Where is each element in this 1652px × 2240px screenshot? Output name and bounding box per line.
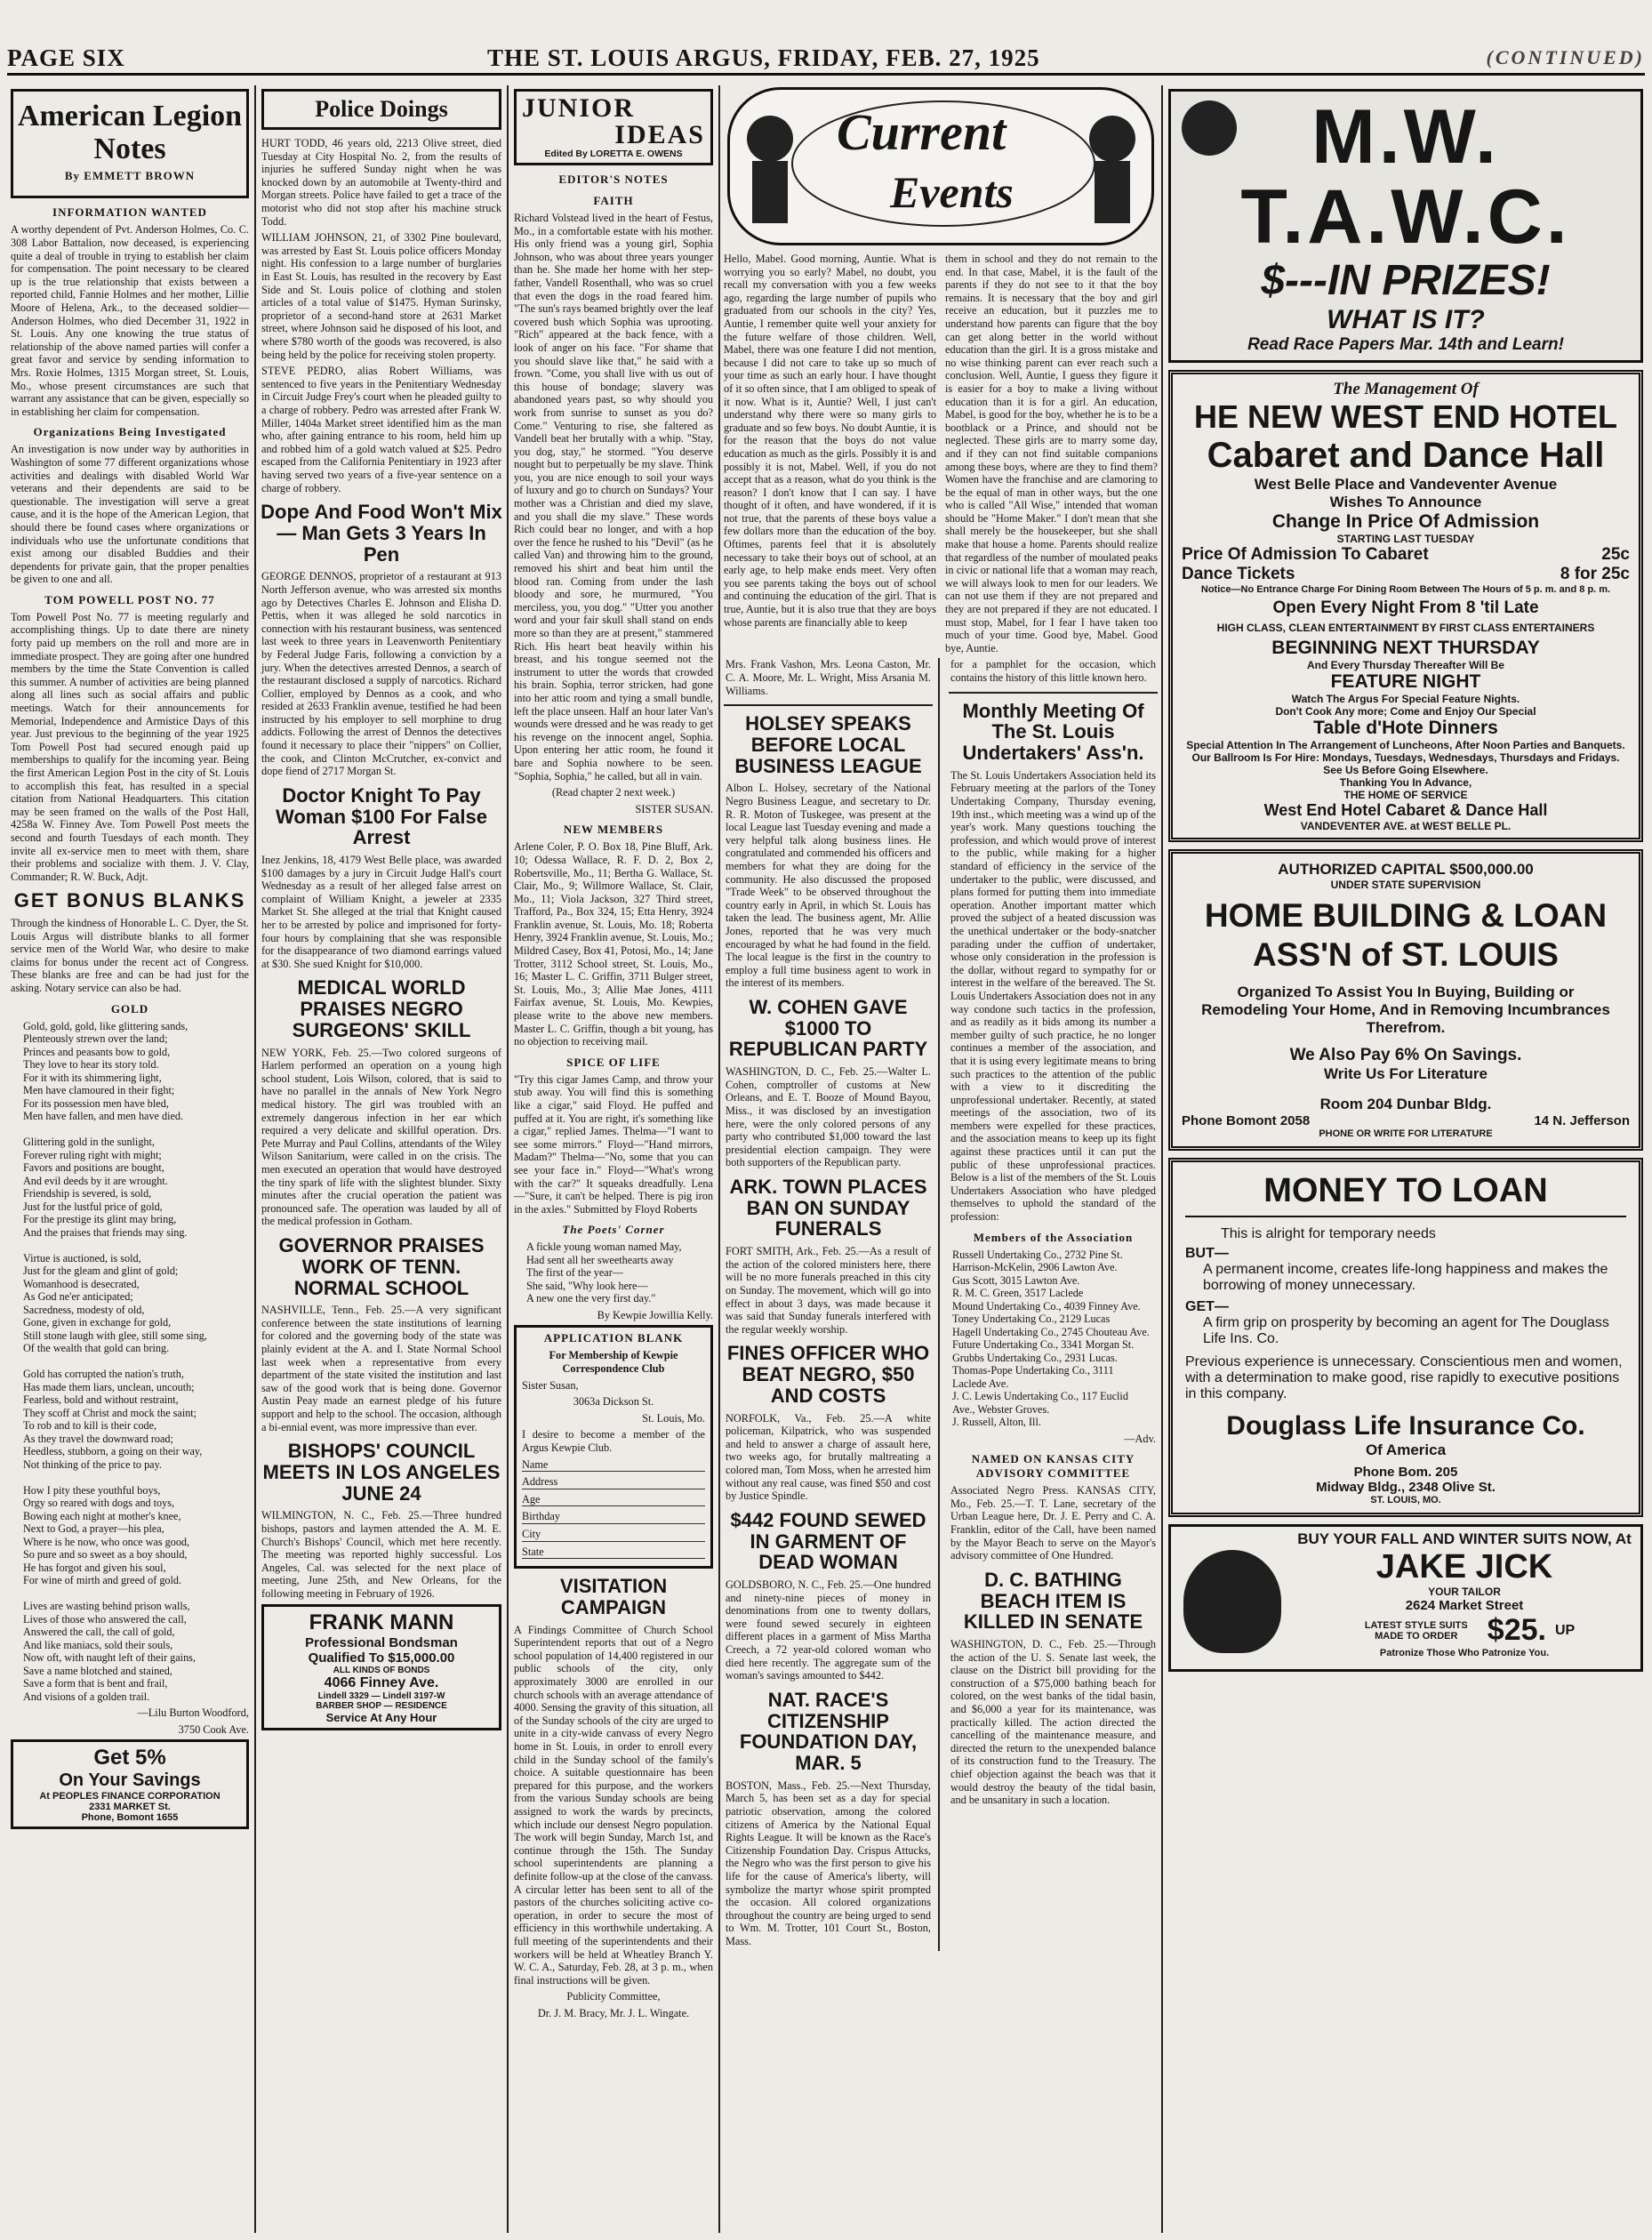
gold-head: GOLD: [110, 1001, 149, 1016]
police-body-1: HURT TODD, 46 years old, 2213 Olive street, died Tuesday at City Hospital No. 2, from the results of injuries he suffered Sunday night when he was knocked down by an automobile at Twenty-third and Morgan streets. Police have failed to get a trace of the motorist who did not stop after his machine struck Todd.: [261, 137, 501, 228]
hotel-feature: FEATURE NIGHT: [1330, 671, 1481, 692]
mwtawc-ad: [1168, 89, 1643, 363]
column-1: [9, 85, 251, 2233]
column-6-ads: [1167, 85, 1645, 2233]
mann-ad-line4: ALL KINDS OF BONDS: [333, 1665, 430, 1675]
loan-pay: We Also Pay 6% On Savings.: [1289, 1046, 1522, 1064]
money-to-loan-ad: [1168, 1158, 1643, 1517]
org-head: Organizations Being Investigated: [33, 425, 227, 439]
jack-tailor: YOUR TAILOR: [1428, 1586, 1501, 1598]
money-company: Douglass Life Insurance Co.: [1226, 1411, 1585, 1441]
money-of: Of America: [1365, 1441, 1447, 1458]
newspaper-title: THE ST. LOUIS ARGUS, FRIDAY, FEB. 27, 1925: [487, 44, 1040, 71]
hotel-high-class: HIGH CLASS, CLEAN ENTERTAINMENT BY FIRST CLASS ENTERTAINERS: [1216, 622, 1595, 634]
money-but: BUT—: [1185, 1246, 1229, 1261]
poets-poem: A fickle young woman named May, Had sent all her sweethearts away The first of the year— She said, "Why look here— A new one the very first day.": [526, 1240, 682, 1305]
undertakers-head: Monthly Meeting Of The St. Louis Undertakers' Ass'n.: [962, 699, 1144, 765]
hotel-price2-label: Dance Tickets: [1182, 565, 1295, 583]
found-body: GOLDSBORO, N. C., Feb. 25.—One hundred and ninety-nine pieces of money in denominations from one to twenty dollars, were found sewed securely in eighteen different places in a garment of Miss Martha Creech, a 72 year-old colored woman who died here recently. The aggregate sum of the woman's savings amounted to $442.: [726, 1578, 931, 1682]
mann-ad-line3: Qualified To $15,000.00: [308, 1650, 455, 1666]
events-word-2: Events: [890, 167, 1014, 217]
hotel-signature: West End Hotel Cabaret & Dance Hall: [1263, 801, 1548, 819]
mann-ad-line5: 4066 Finney Ave.: [324, 1674, 439, 1690]
members-adv: —Adv.: [1124, 1432, 1156, 1445]
kc-head: NAMED ON KANSAS CITY ADVISORY COMMITTEE: [971, 1452, 1135, 1481]
dialog-left: Hello, Mabel. Good morning, Auntie. What is worrying you so early? Mabel, no doubt, you recall my conversation with you a few weeks ago, regarding the large number of pupils who graduated from our schools in the city? Yes, Auntie, I remember quite well your anxiety for the future welfare of those children. Well, Mabel, there was one feature I did not mention, because I did not care to take up so much of your time as such an early hour. I have thought of it so often since, that I am obliged to speak of it now. What is it, Auntie? Well, I just can't understand why there were so many girls to graduate and so few boys. No doubt Auntie, it is for the reason that the boys do not value education as much as the girls. Possibly it is and possibly it is not, Mabel. Well, if you do not accept that as a reason, what do you think is the reason? I don't know that I can say. I have thought of it often, and have wondered, if it is not true, that the parents of these boys value a few dollars more than the education of the boy. Oftimes, parents feel that it is absolutely necessary to take their boys out of school, at an early age, to help make ends meet. Very often you see parents taking the boys out of school and continuing the education of the girl. That is true, Auntie, but it is also true that they are boys whose parents are financially able to keep: [724, 253, 936, 629]
hotel-price1-value: 25c: [1601, 545, 1630, 564]
column-rule: [718, 85, 720, 2233]
hotel-home: THE HOME OF SERVICE: [1343, 789, 1468, 801]
peoples-ad-line2: On Your Savings: [59, 1770, 201, 1791]
divider: [949, 692, 1158, 694]
mann-ad-line6: Lindell 3329 — Lindell 3197-W: [317, 1690, 445, 1701]
hotel-notice: Notice—No Entrance Charge For Dining Room Between The Hours of 5 p. m. and 8 p. m.: [1200, 584, 1611, 595]
prizes-line: $---IN PRIZES!: [1261, 257, 1551, 304]
faith-body: Richard Volstead lived in the heart of Festus, Mo., in a comfortable estate with his mother. His only friend was a young girl, Sophia Johnson, who was about three years younger than he. She made her home with her step-father, Vandell Rosenthall, who was so cruel that even the dogs in the road feared him. "The sun's rays beamed brightly over the leaf covered bush which Sophia was uprooting. "Rich" appeared at the back fence, with a look of anger on his face. "For shame that you should slave like that," he said with a frown. "Come, you shall live with us out of this house of bondage; slavery was abandoned years past, so why should you work from sunrise to sunset as you do? Come." Venturing to rise, she faltered as Vandell beat her brutally with a whip. "Stay, you dog, stay," he stormed. "You deserve nought but to perpetually be my slave. Think you, you are nice enough to soil your ways of luxury and go to church on Sundays? Your mother was a Christian and died my slave, and you shall die my slave." These words Rich could bear no longer, and with a hop over the fence he rushed to his "Devil" (as he called Van) and throwing him to the ground, removed his shirt and beat him until the blood ran. Coming from under the lash bloody and sore, he murmured, "You merciless, you, you dog." "Utter you another word and your fair skull shall stand on ends more so than they are at present," stammered Rich. His heart beat heavily within his breast, and his tongue seemed not the instrument to utter the words that crowded his brain. Sophia, terror stricken, had gone into her attic room and tying a small bundle, left the place unseen. Half an hour later Van's wounds were dressed and he was ready to get his revenge on the innocent angel, Sophia. Upon entering her attic room, he found it bare and Sophia nowhere to be seen. "Sophia, Sophia," he called, but all in vain.: [514, 212, 714, 783]
loan-write: Write Us For Literature: [1324, 1065, 1488, 1082]
hotel-open: Open Every Night From 8 'til Late: [1272, 598, 1539, 617]
poets-signature: By Kewpie Jowillia Kelly.: [597, 1308, 713, 1321]
junior-ideas-box: [514, 89, 713, 165]
bonus-body: Through the kindness of Honorable L. C. Dyer, the St. Louis Argus will distribute blanks to all former service men of the World War, who desire to make claims for bonus under the recent act of Congress. These blanks are free and can be had just for the asking. Notary service can also be had.: [11, 917, 249, 995]
kc-body: Associated Negro Press. KANSAS CITY, Mo., Feb. 25.—T. T. Lane, secretary of the Urban League here, Dr. J. E. Perry and C. A. Franklin, editor of the Call, have been named by the Mayor Beach to serve on the Mayor's advisory committee of One Hundred.: [950, 1484, 1156, 1562]
app-line: I desire to become a member of the Argus Kewpie Club.: [522, 1428, 705, 1454]
money-alright: This is alright for temporary needs: [1221, 1226, 1436, 1241]
cohen-body: WASHINGTON, D. C., Feb. 25.—Walter L. Cohen, comptroller of customs at New Orleans, and E. T. Booze of Mound Bayou, Miss., it was disclosed by an investigation here, were the only colored persons of any party who contributed $1,000 toward the last presidential election campaign. They were both supporters of the Republican party.: [726, 1065, 931, 1169]
loan-address: 14 N. Jefferson: [1534, 1113, 1630, 1128]
faith-signature: SISTER SUSAN.: [635, 802, 713, 815]
hotel-ballroom: Our Ballroom Is For Hire: Mondays, Tuesdays, Wednesdays, Thursdays and Fridays. See Us Before Going Elsewhere.: [1191, 751, 1620, 776]
knight-body: Inez Jenkins, 18, 4179 West Belle place, was awarded $100 damages by a jury in Circuit Judge Hall's court Wednesday as a result of her alleged false arrest on complaint of William Knight, a jeweler at 2335 Market St. She alleged at the trial that Knight caused her to be arrested by police and imprisoned for forty-four hours by complaining that she was responsible for the disappearance of two diamond earrings valued at $30. She sued Knight for $10,000.: [261, 854, 501, 970]
jack-name: JAKE JICK: [1375, 1548, 1553, 1586]
beach-body: WASHINGTON, D. C., Feb. 25.—Through the action of the U. S. Senate last week, the clause on the District bill providing for the construction of a $75,000 bathing beach for colored, on the west banks of the tidal basin, and $6,000 a year for its maintenance, was practically killed. The action directed the cancelling of the maintenance measure, and directed the return to the unexpended balance of its construction fund to the Treasury. The chief objection against the beach was that it would destroy the beauty of the tidal basin, and be unsanitary in such a location.: [950, 1638, 1156, 1807]
hotel-thanks: Thanking You In Advance,: [1339, 776, 1472, 789]
mwtawc-line1: M.W.: [1311, 94, 1500, 180]
column-3: [512, 85, 715, 2233]
gold-address: 3750 Cook Ave.: [178, 1722, 249, 1736]
loan-name-1: HOME BUILDING & LOAN: [1204, 897, 1608, 934]
wanted-head: INFORMATION WANTED: [52, 205, 207, 220]
globe-icon: [1182, 100, 1237, 156]
peoples-ad-line4: 2331 MARKET St.: [89, 1802, 171, 1813]
readrace-line: Read Race Papers Mar. 14th and Learn!: [1247, 335, 1564, 354]
police-body-3: STEVE PEDRO, alias Robert Williams, was sentenced to five years in the Penitentiary Wednesday in Circuit Judge Frey's court when he pleaded guilty to a charge of robbery. Pedro was arrested after Frank W. Miller, 1404a Market street identified him as the man who, after gaining entrance to his room, held him up and robbed him of a gold watch valued at $25. Pedro escaped from the California Penitentiary in 1923 after having served two years of a five-year sentence on a charge of robbery.: [261, 365, 501, 494]
hotel-watch: Watch The Argus For Special Feature Nights.: [1291, 693, 1520, 705]
hotel-price2-value: 8 for 25c: [1560, 565, 1630, 583]
peoples-ad-line5: Phone, Bomont 1655: [81, 1812, 179, 1824]
application-blank: [514, 1325, 713, 1569]
col5-lower: [949, 658, 1158, 1951]
members-head: Members of the Association: [973, 1230, 1134, 1244]
poets-head: The Poets' Corner: [562, 1223, 665, 1237]
ark-body: FORT SMITH, Ark., Feb. 25.—As a result of the action of the colored ministers here, there will be no more funerals preached in this city on Sunday. The movement, which will go into effect in about 3 days, was made because it was said that Sunday funerals interfered with the regular weekly worship.: [726, 1245, 931, 1336]
jack-patron: Patronize Those Who Patronize You.: [1379, 1648, 1550, 1658]
visitation-sign2: Dr. J. M. Bracy, Mr. J. L. Wingate.: [537, 2006, 690, 2019]
jack-latest: LATEST STYLE SUITS MADE TO ORDER: [1364, 1619, 1468, 1642]
editors-notes-head: EDITOR'S NOTES: [558, 173, 669, 186]
hotel-change: Change In Price Of Admission: [1271, 511, 1540, 532]
column-rule: [507, 85, 509, 2233]
new-members-body: Arlene Coler, P. O. Box 18, Pine Bluff, Ark. 10; Odessa Wallace, R. F. D. 2, Box 2, Robertsville, Mo., 11; Bertha G. Wallace, St. Clair, Mo., 9; Willmore Wallace, St. Clair, Mo., 11; Viola Jackson, 327 Third street, Trafford, Pa., Box 324, 15; Etta Henry, 3924 Franklin avenue, St. Louis, Mo. 18; Roberta Henry, 3924 Franklin avenue, St. Louis, Mo.; Mildred Casey, Box 41, Potosi, Mo., 14; Jane Trotter, 3112 School street, St. Louis, Mo., 16; Master L. C. Griffin, 3711 Bulger street, St. Louis, Mo., 3; Allie Mae Jones, 4111 Fairfax avenue, St. Louis, Mo. Kewpies, please write to the above new members. Master L. C. Griffin, though a bit young, has no objection to receiving mail.: [514, 840, 713, 1048]
money-get: GET—: [1185, 1299, 1229, 1314]
jack-buy: BUY YOUR FALL AND WINTER SUITS NOW, At: [1297, 1530, 1632, 1547]
fines-head: FINES OFFICER WHO BEAT NEGRO, $50 AND COSTS: [726, 1342, 930, 1407]
app-field-state[interactable]: State: [522, 1546, 705, 1560]
column-rule: [254, 85, 256, 2233]
org-body: An investigation is now under way by authorities in Washington of some 77 different organizations whose activities and dealings with disabled World War veterans and their dependents are said to be questionable. The investigation will serve a great cause, and it is the hope of the American Legion, that should there be found cases where organizations or individuals who use the unfortunate conditions that exist among our disabled Buddies and their dependents for private gain, that the proper penalties be given to one and all.: [11, 443, 249, 586]
undertakers-body: The St. Louis Undertakers Association held its February meeting at the parlors of the Toney Undertaking Company, Thursday evening, 19th inst., which meeting was a wind up of the year's work. Many questions touching the profession, and which would prove of interest to the public, while making for a higher standard of efficiency in the service of the undertaker to the public, were discussed, and plans formed for putting them into immediate operation. Another important matter which proved the subject of a heated discussion was the unethical undertaker or the body-snatcher parading under the cuffion of undertaker, whose only consideration in the profession is the dollar, without regard to sympathy for or interest in the welfare of the bereaved. The St. Louis Undertakers Association does not in any way condone such tactics in the profession, and as readily as it bids among its number a member guilty of such practice, he no longer continues a member of the association, and that it is using every legitimate means to bring such practices to the attention of the public with a view to it discrediting the unprofessional undertaker. Recently, at stated meetings of the association, two of its members were expelled for these practices, and the association means to keep up its fight against these practices until it can put the public of these unprofessional practices. Below is a list of the members of the St. Louis Undertakers Association who have pledged themselves to uphold the standard of the profession:: [950, 768, 1156, 1224]
loan-organized: Organized To Assist You In Buying, Building or Remodeling Your Home, And in Removing Incumbrances Therefrom.: [1201, 984, 1610, 1036]
tailor-portrait-icon: [1183, 1550, 1281, 1653]
faith-continued: (Read chapter 2 next week.): [551, 786, 676, 799]
pamphlet-names: Mrs. Frank Vashon, Mrs. Leona Caston, Mr. C. A. Moore, Mr. L. Wright, Miss Arsania M. Williams.: [726, 658, 931, 697]
hotel-name: HE NEW WEST END HOTEL: [1194, 398, 1617, 435]
police-head: Police Doings: [315, 96, 448, 122]
jack-price-row: [1295, 1613, 1633, 1648]
legion-box: [11, 89, 249, 198]
spice-head: SPICE OF LIFE: [566, 1055, 661, 1069]
col4-lower: [724, 658, 940, 1951]
mann-ad-line2: Professional Bondsman: [305, 1634, 458, 1650]
page-number: PAGE SIX: [7, 44, 125, 71]
holsey-body: Albon L. Holsey, secretary of the National Negro Business League, and secretary to Dr. R. R. Moton of Tuskegee, was present at the local League last Tuesday evening and made a very helpful talk along business lines. He congratulated and commended his officers and members for what they are doing for the community. He also discussed the proposed "Trade Week" to be observed throughout the country early in April, in which St. Louis has taken the lead. The business agent, Mr. Allie Jones, reported that he was very much encouraged by what he had found in the field. The local league is the first in the country to employ a full time business agent to work in the interest of its members.: [726, 782, 931, 990]
column-2: [260, 85, 503, 2233]
west-end-hotel-ad: [1168, 370, 1643, 842]
governor-body: NASHVILLE, Tenn., Feb. 25.—A very significant conference between the state institutions of learning for colored and the governing body of the state was plainly evident at the A. and I. State Normal School last week when a representative from every department of the state visited the institution and last saw of the good work that is being done. Governor Austin Peay made an earnest pledge of his future support and help to the school. The occasion, although a bi-ennial event, was more impressive than ever.: [261, 1304, 501, 1433]
found-head: $442 FOUND SEWED IN GARMENT OF DEAD WOMAN: [730, 1508, 926, 1574]
hotel-every: And Every Thursday Thereafter Will Be: [1307, 659, 1504, 671]
money-phone: Phone Bom. 205: [1353, 1465, 1458, 1480]
loan-phone: Phone Bomont 2058: [1182, 1113, 1311, 1128]
hotel-addr: West Belle Place and Vandeventer Avenue: [1254, 476, 1558, 493]
app-head: APPLICATION BLANK: [543, 1331, 684, 1345]
nat-body: BOSTON, Mass., Feb. 25.—Next Thursday, March 5, has been set as a day for special patriotic observation, among the colored citizens of America by the National Equal Rights League. It will be known as the Race's Citizenship Foundation Day. Crispus Attucks, the Negro who was the first person to give his life for the cause of America's liberty, will symbolize the martyr whose spirit prompted the occasion. All colored organizations throughout the country are being urged to send to Wm. M. Trotter, 101 Court St., Boston, Mass.: [726, 1778, 931, 1947]
money-address: Midway Bldg., 2348 Olive St.: [1316, 1480, 1496, 1495]
gold-poem: Gold, gold, gold, like glittering sands, Plenteously strewn over the land; Princes and peasants bow to gold, They love to hear its story told. For it with its shimmering light, Men have clamoured in their fight; For its possession men have bled, Men have fallen, and men have died. Glittering gold in the sunlight, Forever ruling right with might; Favors and positions are bought, And evil deeds by it are wrought. Friendship is severed, is sold, Just for the lustful price of gold, For the prestige its glint may bring, And the praises that friends may sing. Virtue is auctioned, is sold, Just for the gleam and glint of gold; Womanhood is desecrated, As God ne'er anticipated; Sacredness, modesty of old, Gone, given in exchange for gold, Still stone laugh with glee, still some sing, Of the wealth that gold can bring. Gold has corrupted the nation's truth, Has made them liars, unclean, uncouth; Fearless, bold and without restraint, They scoff at Christ and mock the saint; To rob and to kill is their code, As they travel the downward road; Heedless, stubborn, a going on their way, Not thinking of the price to pay. How I pity these youthful boys, Orgy so reared with dogs and toys, Bowing each night at mother's knee, Next to God, a prayer—his plea, Where is he now, who once was good, So pure and so sweet as a boy should, He has forgot and given his soul, For wine of mirth and greed of gold. Lives are wasting behind prison walls, Lives of those who answered the call, Answered the call, the call of gold, And like maniacs, sold their souls, Now oft, with naught left of their gains, Save a name blotched and stained, Save a form that is bent and frail, And visions of a golden trail.: [23, 1019, 207, 1703]
visitation-body: A Findings Committee of Church School Superintendent reports that out of a Negro school population of 14,400 registered in our public schools of the city, only approximately 3000 are enrolled in our church schools with an average attendance of 4000. Sensing the gravity of this situation, all of the Sunday schools of the city are urged to unite in a city-wide canvass of every Negro home in St. Louis, in order to enroll every child in the Sunday school of the family's choice. A suitable questionnaire has been prepared for this purpose, and the workers from the various Sunday schools are being assigned to work the wards by precincts, which include our densest Negro population. The work will begin Sunday, March 1st, and continue through the 15th. The Sunday school superintendents are planning a definite follow-up at the close of the canvass. A circular letter has been sent to all of the pastors of the churches soliciting active co-operation, in order to secure the most of efficiency in this worthwhile undertaking. A full meeting of the superintendents and their workers will be held at Wheatley Branch Y. W. C. A., Saturday, Feb. 28, at 3 p. m., when final instructions will be given.: [514, 1623, 713, 1987]
wanted-body: A worthy dependent of Pvt. Anderson Holmes, Co. C. 308 Labor Battalion, now deceased, is experiencing quite a deal of trouble in trying to establish her claim for compensation. The point necessary to be cleared up is the true relationship that exists between a reported child, Fannie Holmes and her mother, Lillie Moore of Helena, Ark., to the deceased soldier—Anderson Holmes, who died December 31, 1922 in St. Louis. Any one knowing the true status of relationship of the above named parties will confer a great favor and service by sending information to Mrs. Roxie Holmes, 1315 Morgan street, St. Louis, Mo., whose present circumstances are such that warrant any assistance that can be given, especially so in establishing her claim for compensation.: [11, 223, 249, 418]
money-permanent: A permanent income, creates life-long happiness and makes the borrowing of money unnecessary.: [1203, 1262, 1608, 1293]
continued-label: (CONTINUED): [1486, 46, 1645, 68]
bishops-head: BISHOPS' COUNCIL MEETS IN LOS ANGELES JUNE 24: [262, 1440, 501, 1505]
money-head: MONEY TO LOAN: [1185, 1169, 1626, 1217]
loan-name-2: ASS'N of ST. LOUIS: [1253, 936, 1559, 973]
beach-head: D. C. BATHING BEACH ITEM IS KILLED IN SENATE: [963, 1568, 1143, 1634]
jake-jick-ad: [1168, 1524, 1643, 1672]
app-addr1: 3063a Dickson St.: [573, 1395, 654, 1409]
peoples-ad-line3: At PEOPLES FINANCE CORPORATION: [39, 1791, 221, 1802]
medical-head: MEDICAL WORLD PRAISES NEGRO SURGEONS' SKILL: [292, 976, 471, 1041]
ideas-title: IDEAS: [614, 120, 705, 149]
hotel-price-row-2: [1182, 565, 1630, 584]
visitation-sign1: Publicity Committee,: [566, 1990, 661, 2003]
hotel-price1-label: Price Of Admission To Cabaret: [1182, 545, 1429, 564]
dialog-section: [724, 253, 1158, 654]
hotel-cabaret: Cabaret and Dance Hall: [1207, 436, 1605, 475]
legion-title: American Legion Notes: [17, 100, 243, 165]
spice-body: "Try this cigar James Camp, and throw your stub away. You will find this is something like a cigar," said Floyd. He puffed and puffed at it. You are right, it's something like a cigar," replied James. Thelma—"I want to see some mirrors." Floyd—"Hand mirrors, Madam?" Thelma—"No, some that you can see your face in." Floyd—"What's wrong with the car?" It squeaks dreadfully. Lena—"Sure, it can't be helped. There is pig iron in the axles." Submitted by Floyd Roberts: [514, 1072, 713, 1216]
hotel-price-row-1: [1182, 545, 1630, 565]
app-field-birthday[interactable]: Birthday: [522, 1510, 705, 1524]
loan-phone-write: PHONE OR WRITE FOR LITERATURE: [1319, 1128, 1493, 1139]
app-addr2: St. Louis, Mo.: [642, 1411, 705, 1425]
whatisit-line: WHAT IS IT?: [1327, 305, 1485, 334]
visitation-head: VISITATION CAMPAIGN: [559, 1575, 668, 1618]
hotel-mgmt: The Management Of: [1333, 380, 1479, 398]
dialog-right: them in school and they do not remain to the end. In that case, Mabel, it is the fault of the parents if they do not see to it that the boy remains. It is necessary that the boy and girl receive an education, but it puzzles me to understand how parents can figure that the boy can get along better in the world without education than the girl. It is a gross mistake and no wise thinking parent can ever reach such a conclusion. Well, Auntie, I guess they figure it is easier for a boy to make a living without education than it is for a girl. An education, Mabel, is good for the boy, whether he is to be a bootblack or a Prince, and should not be neglected. These girls are to marry some day, and if they can not find suitable companions among these boys, where are they to find them? Women have the franchise and are clamoring to be the equal of man in other ways, but the one who is called "All Wise," intended that woman should be "Home Maker." I don't mean that she shall merely be the housekeeper, but she shall make that house a home. Parents should realize that regardless of the number of moulated peaks in civic or national life that a woman may reach, we will always look to men for our leaders. We can not use them if they are not prepared and they are not prepared if they are not educated. I must stop, Mabel, for I fear I have taken too much of your time. Good bye, Mabel. Good bye, Auntie.: [945, 253, 1158, 654]
new-members-head: NEW MEMBERS: [563, 823, 664, 837]
hotel-begin: BEGINNING NEXT THURSDAY: [1271, 638, 1540, 658]
junior-title: JUNIOR: [522, 93, 636, 123]
jack-price-up: UP: [1554, 1622, 1576, 1638]
dope-head: Dope And Food Won't Mix — Man Gets 3 Years In Pen: [261, 501, 502, 566]
jake-jick-text: [1295, 1530, 1633, 1658]
governor-head: GOVERNOR PRAISES WORK OF TENN. NORMAL SCHOOL: [278, 1234, 485, 1299]
fines-body: NORFOLK, Va., Feb. 25.—A white policeman, Kilpatrick, who was suspended and held to answer a charge of assault here, two weeks ago, for brutally maltreating a colored man, Tom Moss, when he arrested him without any real cause, was fined $50 and cost by Justice Spindle.: [726, 1411, 931, 1503]
home-building-loan-ad: [1168, 849, 1643, 1151]
masthead: [7, 43, 1645, 76]
hotel-start: STARTING LAST TUESDAY: [1336, 533, 1475, 545]
members-list: Russell Undertaking Co., 2732 Pine St. Harrison-McKelin, 2906 Lawton Ave. Gus Scott, 3015 Lawton Ave. R. M. C. Green, 3517 Laclede Mound Undertaking Co., 4039 Finney Ave. Toney Undertaking Co., 2129 Lucas Hagell Undertaking Co., 2745 Chouteau Ave. Future Undertaking Co., 3341 Morgan St. Grubbs Undertaking Co., 2931 Lucas. Thomas-Pope Undertaking Co., 3111 Laclede Ave. J. C. Lewis Undertaking Co., 117 Euclid Ave., Webster Groves. J. Russell, Alton, Ill.: [952, 1248, 1150, 1429]
legion-byline: By EMMETT BROWN: [64, 169, 196, 183]
cohen-head: W. COHEN GAVE $1000 TO REPUBLICAN PARTY: [728, 995, 928, 1061]
loan-room: Room 204 Dunbar Bldg.: [1319, 1096, 1492, 1112]
column-rule: [1161, 85, 1163, 2233]
mann-ad-name: FRANK MANN: [309, 1610, 454, 1634]
jack-address: 2624 Market Street: [1405, 1598, 1524, 1613]
peoples-ad: [11, 1739, 249, 1829]
holsey-head: HOLSEY SPEAKS BEFORE LOCAL BUSINESS LEAGUE: [734, 712, 922, 777]
junior-editor: Edited By LORETTA E. OWENS: [544, 149, 683, 159]
hotel-table: Table d'Hote Dinners: [1313, 718, 1498, 738]
nat-head: NAT. RACE'S CITIZENSHIP FOUNDATION DAY, MAR. 5: [739, 1688, 918, 1774]
peoples-ad-line1: Get 5%: [93, 1746, 166, 1770]
mann-ad-line7: BARBER SHOP — RESIDENCE: [316, 1700, 447, 1711]
events-word-1: Current: [837, 103, 1006, 161]
mwtawc-line2: T.A.W.C.: [1240, 174, 1571, 260]
hotel-wishes: Wishes To Announce: [1329, 494, 1482, 510]
loan-supervision: UNDER STATE SUPERVISION: [1330, 879, 1481, 891]
money-city: ST. LOUIS, MO.: [1370, 1495, 1441, 1505]
mann-ad-line8: Service At Any Hour: [325, 1710, 437, 1724]
money-grip: A firm grip on prosperity by becoming an agent for The Douglass Life Ins. Co.: [1203, 1315, 1609, 1346]
post-body: Tom Powell Post No. 77 is meeting regularly and accomplishing things. Up to date there are ninety forty paid up members on the roll and more are in immediate prospect. They are going after one hundred members by the time the State Convention is called this summer. A number of activities are being planned along all lines such as social affairs and public meetings. Watch for their announcements for Memorial, Independence and Armistice Days of this year. Just previous to the beginning of the year 1925 Tom Powell Post had secured enough paid up memberships to qualify for the incoming year. Being the first American Legion Post in the city of St. Louis to accomplish this feat, has resulted in a special citation from National Headquarters. This citation may be seen framed on the walls of the Post Hall, 4258a W. Finney Ave. Tom Powell Post meets the second and fourth Tuesdays of each month. They invite all ex-service men to meet with them, share their problems and socialize with them. J. V. Clay, Commander; R. W. Buck, Adjt.: [11, 610, 249, 883]
app-field-age[interactable]: Age: [522, 1493, 705, 1507]
divider: [724, 704, 933, 706]
mann-ad: [261, 1604, 501, 1730]
hotel-dont: Don't Cook Any more; Come and Enjoy Our Special: [1275, 705, 1536, 718]
app-field-address[interactable]: Address: [522, 1475, 705, 1489]
loan-capital: AUTHORIZED CAPITAL $500,000.00: [1278, 861, 1534, 878]
medical-body: NEW YORK, Feb. 25.—Two colored surgeons of Harlem performed an operation on a young high school student, Lois Wilson, colored, that is said to have no parallel in the annals of New York Negro medical history. The girl was troubled with an extremely dangerous infection in her ear which required a very delicate and skillful operation. Drs. Pete Murray and Paul Collins, attendants of the Wiley Wilson Sanitarium, were called in on the crisis. The men executed an operation that would have destroyed the tiny spark of life with the slightest blunder. Sixty minutes after the crucial operation the patient was pronounced safe. The operation was lauded by all of the medical profession in Gotham.: [261, 1046, 501, 1228]
knight-head: Doctor Knight To Pay Woman $100 For False Arrest: [275, 783, 487, 849]
jack-price: $25.: [1487, 1613, 1546, 1647]
hotel-special: Special Attention In The Arrangement of Luncheons, After Noon Parties and Banquets.: [1186, 739, 1625, 751]
lower-section: [724, 658, 1158, 1951]
faith-head: FAITH: [593, 194, 634, 207]
post-head: TOM POWELL POST NO. 77: [44, 592, 215, 606]
columns-4-5: [724, 85, 1158, 2233]
bishops-body: WILMINGTON, N. C., Feb. 25.—Three hundred bishops, pastors and laymen attended the A. M. E. Church's Bishops' Council, which met here recently. The meeting was reported highly successful. Los Angeles, Cal. was selected for the next place of meeting, June 25th, and New Orleans, for the following meeting in February of 1926.: [261, 1509, 501, 1601]
app-sub: For Membership of Kewpie Correspondence Club: [549, 1349, 678, 1376]
app-field-city[interactable]: City: [522, 1528, 705, 1542]
current-events-banner: [727, 87, 1154, 245]
dope-body: GEORGE DENNOS, proprietor of a restaurant at 913 North Jefferson avenue, who was arrested six months ago by Detectives Charles E. Johnson and Elisha D. Pettis, when it was alleged he sold narcotics in connection with his restaurant business, was sentenced last week to three years in Leavenworth Penitentiary by Federal Judge Faris, following a conviction by a jury. When the detectives arrested Dennos, a search of the restaurant disclosed a supply of narcotics. Richard Collier, employed by Dennos as a cook, and who resided at 2633 Franklin avenue, testified he had been instructed by his employer to sell morphine to drug addicts. Following the arrest of Dennos the detectives found it necessary to place their "nippers" on Collier, the cook, and Clinton McCrutcher, ex-convict and dope fiend of 2717 Morgan St.: [261, 570, 501, 778]
app-to: Sister Susan,: [522, 1378, 579, 1392]
police-body-2: WILLIAM JOHNSON, 21, of 3302 Pine boulevard, was arrested by East St. Louis police officers Monday night. His confession to a large number of burglaries in East St. Louis, has resulted in the recovery by East Side and St. Louis police of clothing and stolen articles of a total value of $1475. Hyman Surinsky, proprietor of a second-hand store at 2631 Market street, where Johnson said he disposed of his loot, and where $780 worth of the goods was recovered, is also being held by the police for receiving stolen property.: [261, 231, 501, 361]
bonus-head: GET BONUS BLANKS: [13, 889, 246, 912]
ark-head: ARK. TOWN PLACES BAN ON SUNDAY FUNERALS: [729, 1175, 927, 1240]
gold-signature: —Lilu Burton Woodford,: [137, 1706, 249, 1720]
pamphlet-text: for a pamphlet for the occasion, which contains the history of this little known hero.: [950, 658, 1156, 684]
loan-contact-row: [1182, 1113, 1630, 1128]
police-box: [261, 89, 501, 130]
money-previous: Previous experience is unnecessary. Conscientious men and women, with a determination to make good, rise rapidly to executive positions in this company.: [1185, 1354, 1623, 1401]
hotel-signature-addr: VANDEVENTER AVE. at WEST BELLE PL.: [1300, 820, 1512, 832]
app-field-name[interactable]: Name: [522, 1458, 705, 1473]
